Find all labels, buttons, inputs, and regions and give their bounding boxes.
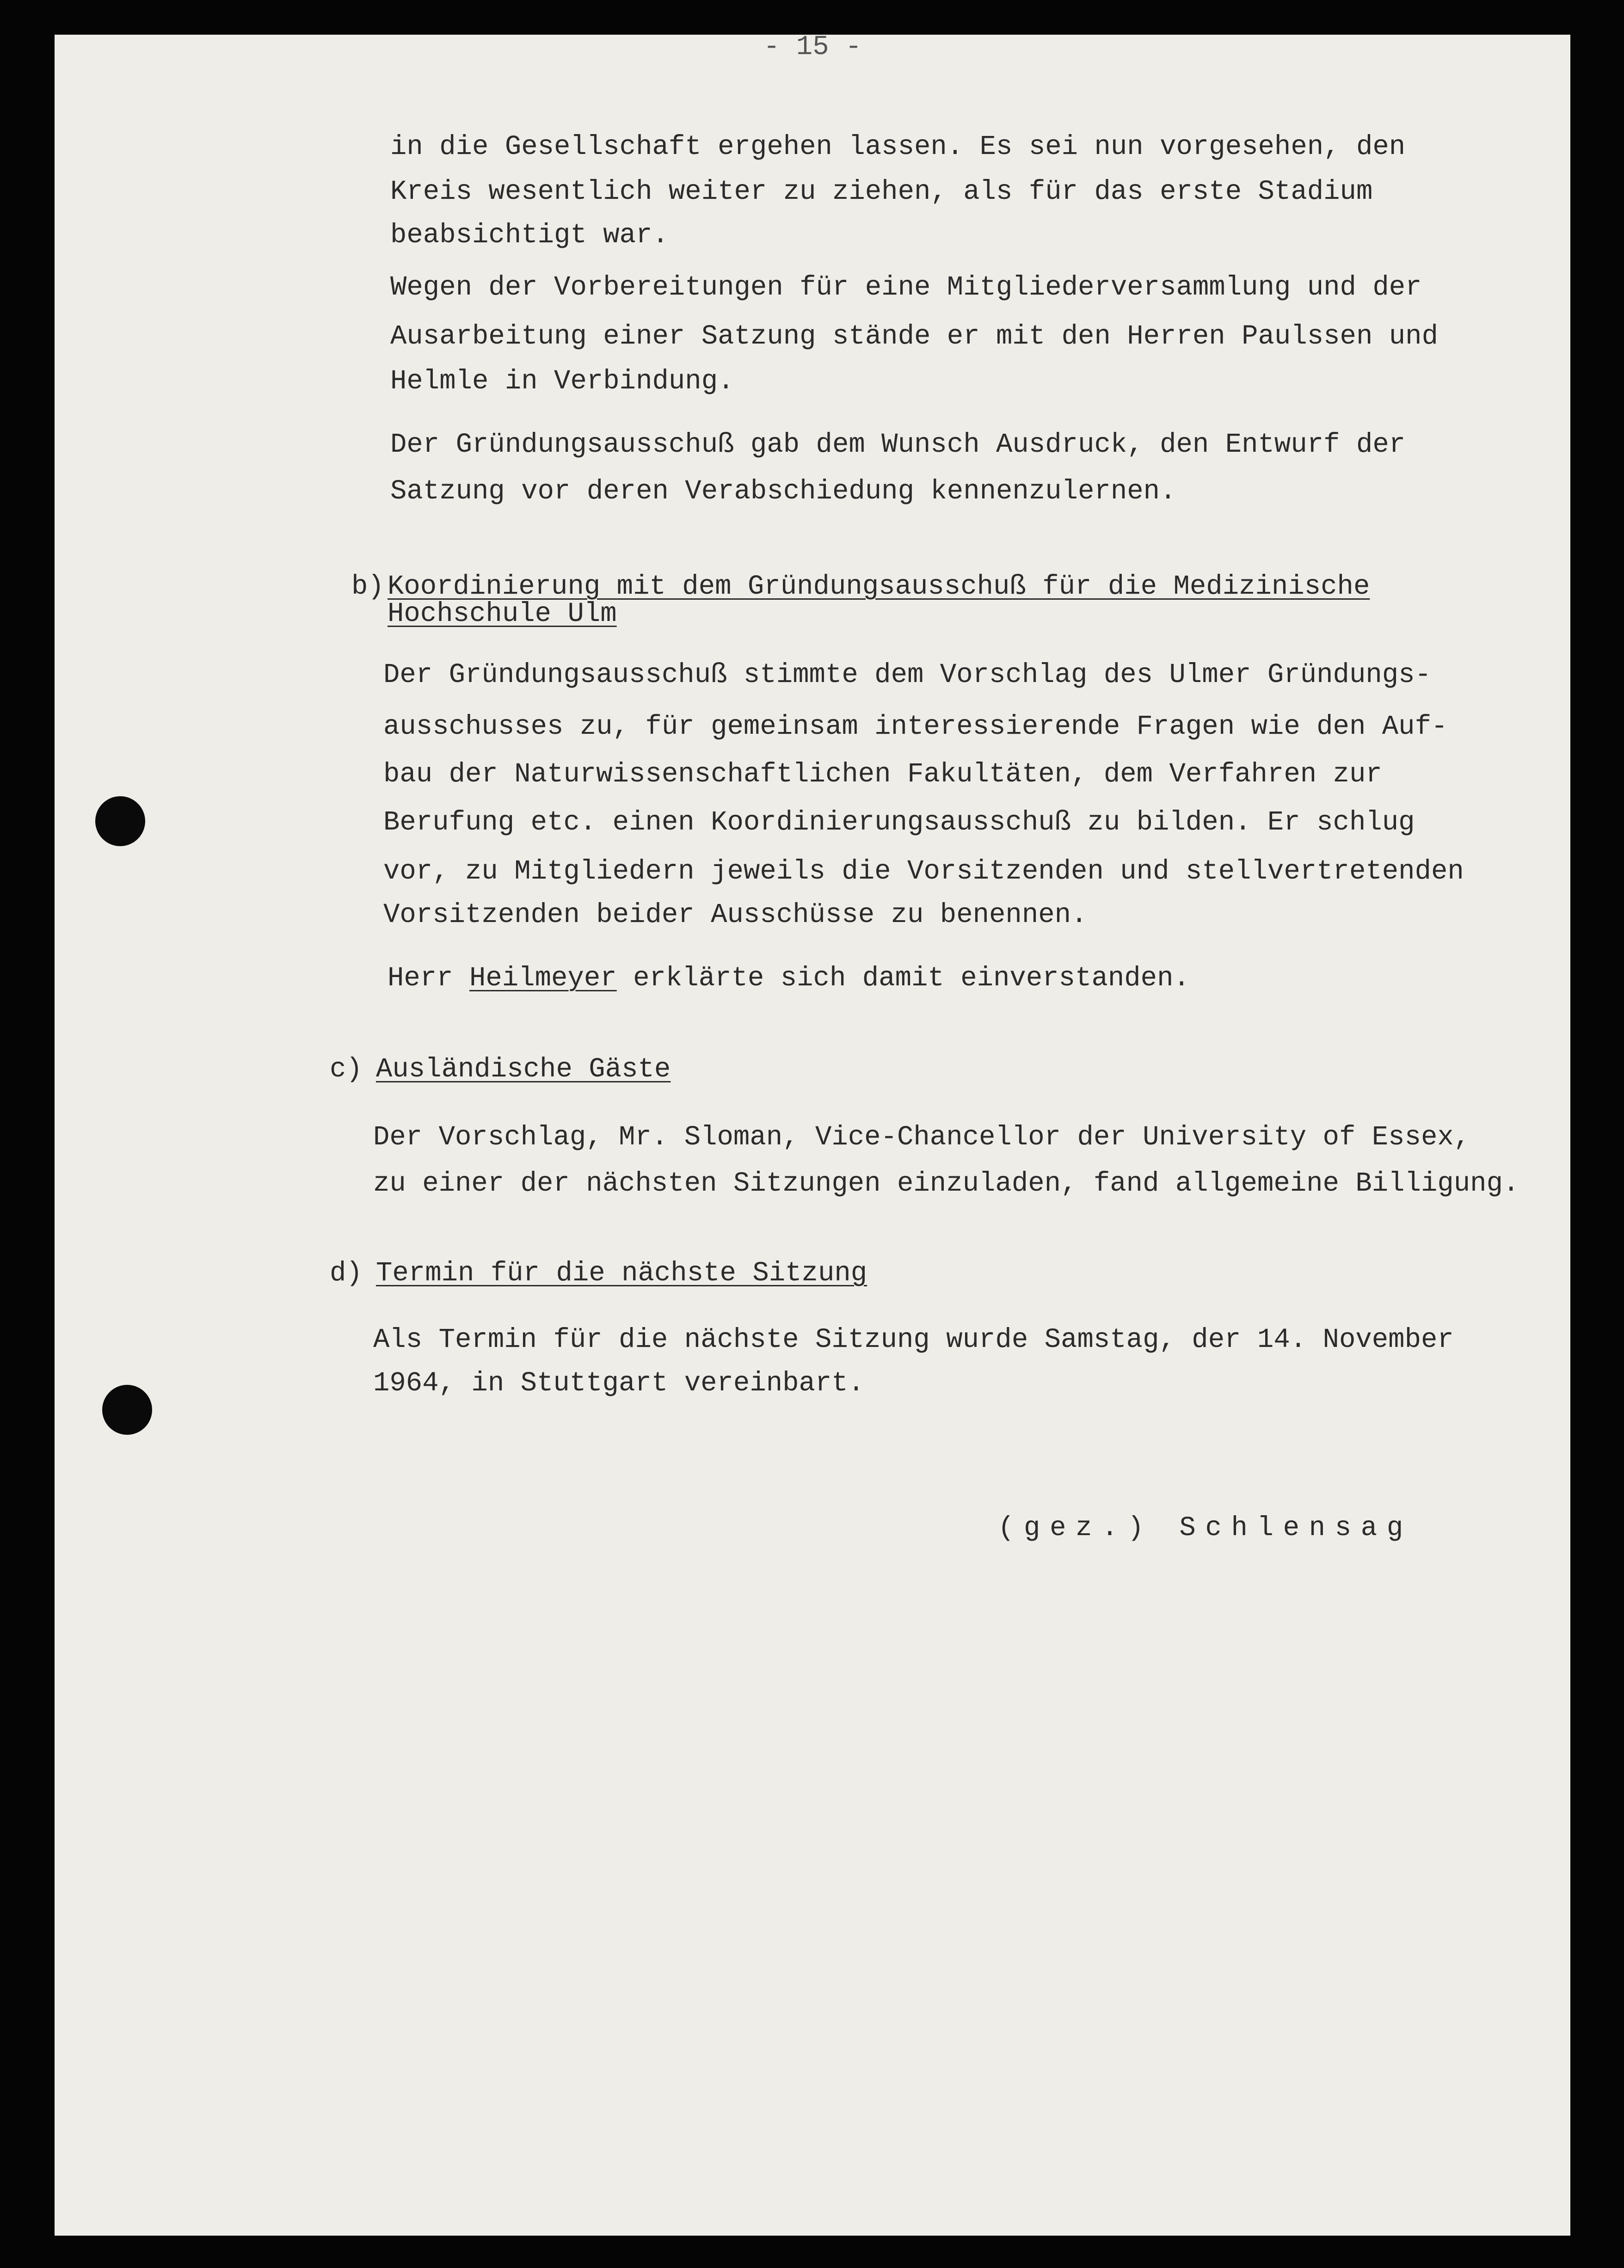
punch-hole — [102, 1385, 152, 1435]
text-line: Der Gründungsausschuß gab dem Wunsch Ausdruck, den Entwurf der — [390, 429, 1406, 460]
text-line: in die Gesellschaft ergehen lassen. Es sei nun vorgesehen, den — [390, 131, 1406, 162]
page-number: - 15 - — [763, 31, 862, 62]
text-line: Ausarbeitung einer Satzung stände er mit den Herren Paulssen und — [390, 321, 1438, 352]
section-heading-d: Termin für die nächste Sitzung — [376, 1258, 867, 1289]
consent-line — [388, 960, 1190, 997]
text: erklärte sich damit einverstanden. — [616, 963, 1190, 994]
section-marker-c: c) — [330, 1054, 363, 1085]
text-line: 1964, in Stuttgart vereinbart. — [373, 1368, 865, 1399]
text-line: Helmle in Verbindung. — [390, 366, 734, 397]
text-line: Kreis wesentlich weiter zu ziehen, als für das erste Stadium — [390, 176, 1373, 207]
text-line: Wegen der Vorbereitungen für eine Mitgliederversammlung und der — [390, 272, 1422, 303]
punch-hole — [95, 796, 145, 846]
signature: (gez.) Schlensag — [998, 1512, 1413, 1543]
section-heading-c: Ausländische Gäste — [376, 1054, 671, 1085]
text-line: Als Termin für die nächste Sitzung wurde Samstag, der 14. November — [373, 1324, 1454, 1355]
text-line: vor, zu Mitgliedern jeweils die Vorsitzenden und stellvertretenden — [383, 856, 1464, 887]
section-heading-b: Hochschule Ulm — [388, 598, 617, 629]
text-line: zu einer der nächsten Sitzungen einzuladen, fand allgemeine Billigung. — [373, 1168, 1519, 1199]
text-line: Berufung etc. einen Koordinierungsausschuß zu bilden. Er schlug — [383, 807, 1415, 838]
section-heading-b: Koordinierung mit dem Gründungsausschuß für die Medizinische — [388, 571, 1370, 602]
text-line: Satzung vor deren Verabschiedung kennenzulernen. — [390, 476, 1176, 507]
person-name: Heilmeyer — [469, 963, 617, 994]
text-line: Der Gründungsausschuß stimmte dem Vorschlag des Ulmer Gründungs- — [383, 659, 1431, 690]
text-line: bau der Naturwissenschaftlichen Fakultäten, dem Verfahren zur — [383, 759, 1382, 790]
text-line: Der Vorschlag, Mr. Sloman, Vice-Chancellor der University of Essex, — [373, 1122, 1470, 1153]
section-marker-b: b) — [351, 571, 384, 602]
text-line: ausschusses zu, für gemeinsam interessierende Fragen wie den Auf- — [383, 711, 1448, 742]
text-line: Vorsitzenden beider Ausschüsse zu benennen. — [383, 899, 1088, 930]
section-marker-d: d) — [330, 1258, 363, 1289]
text: Herr — [388, 963, 470, 994]
text-line: beabsichtigt war. — [390, 220, 669, 251]
